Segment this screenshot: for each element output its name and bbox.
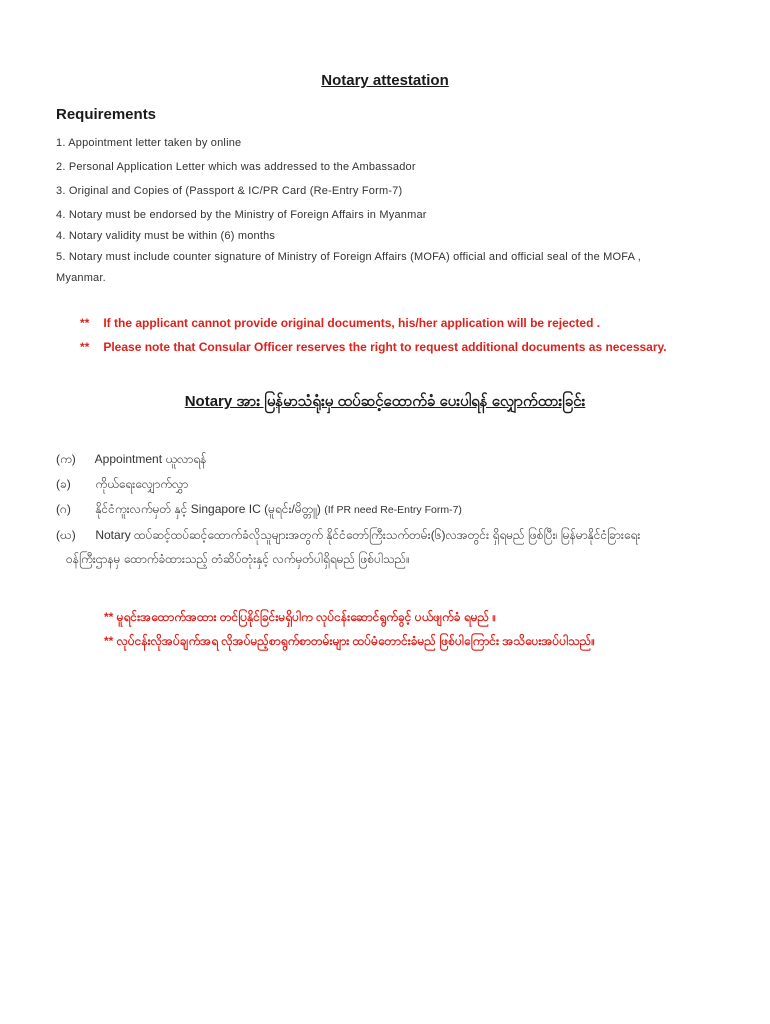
item-text: Notary ထပ်ဆင့်ထပ်ဆင့်ထောက်ခံလိုသူများအတွက် နိုင်ငံတော်ကြီးသက်တမ်း(၆)လအတွင်း ရှိရမည် ဖြစ်ပြီး၊ မြန်မာနိုင်ငံခြားရေး: [95, 528, 641, 542]
warning-note: [80, 315, 740, 331]
note-text: If the applicant cannot provide original documents, his/her application will be rejected .: [103, 316, 601, 330]
requirements-heading: Requirements: [56, 106, 157, 123]
requirements-list: [56, 136, 716, 286]
item-note: (If PR need Re-Entry Form-7): [324, 504, 462, 516]
warning-notes: [80, 315, 740, 355]
requirement-item: 1. Appointment letter taken by online: [56, 137, 242, 149]
item-marker: (က): [56, 452, 76, 466]
myanmar-warning-note: ** မူရင်းအထောက်အထား တင်ပြနိုင်ခြင်းမရှိပါက လုပ်ငန်းဆောင်ရွက်ခွင့် ပယ်ဖျက်ခံ ရမည် ။: [104, 610, 497, 624]
item-text: ကိုယ်ရေးလျှောက်လွှာ: [95, 477, 189, 491]
requirement-item: 3. Original and Copies of (Passport & IC/PR Card (Re-Entry Form-7): [56, 185, 403, 197]
myanmar-list-item: [56, 526, 746, 568]
warning-note: [80, 339, 740, 355]
myanmar-warning-note: ** လုပ်ငန်းလိုအပ်ချက်အရ လိုအပ်မည့်စာရွက်စာတမ်းများ ထပ်မံတောင်းခံမည် ဖြစ်ပါကြောင်း အသိပေးအပ်ပါသည်။: [104, 634, 595, 648]
requirement-item-text: 5. Notary must include counter signature of Ministry of Foreign Affairs (MOFA) official and official seal of the MOFA ,: [56, 251, 642, 263]
note-text: Please note that Consular Officer reserves the right to request additional documents as necessary.: [103, 340, 667, 354]
requirement-item: 4. Notary must be endorsed by the Ministry of Foreign Affairs in Myanmar: [56, 209, 427, 221]
item-text: နိုင်ငံကူးလက်မှတ် နှင့် Singapore IC (မူရင်း/မိတ္တူ): [95, 502, 321, 516]
note-marker: **: [80, 340, 90, 354]
myanmar-list-item: [56, 475, 746, 493]
item-marker: (ဂ): [56, 502, 71, 516]
item-continuation: ဝန်ကြီးဌာနမှ ထောက်ခံထားသည့် တံဆိပ်တုံးနှင့် လက်မှတ်ပါရှိရမည် ဖြစ်ပါသည်။: [66, 552, 410, 566]
myanmar-warning-notes: [104, 608, 764, 650]
myanmar-list-item: [56, 500, 746, 519]
requirement-item: 2. Personal Application Letter which was addressed to the Ambassador: [56, 161, 416, 173]
page-title: Notary attestation: [321, 72, 449, 89]
requirement-item-continuation: Myanmar.: [56, 272, 106, 284]
item-text: Appointment ယူလာရန်: [94, 452, 207, 466]
item-marker: (ဃ): [56, 528, 76, 542]
myanmar-section-title: Notary အား မြန်မာသံရုံးမှ ထပ်ဆင့်ထောက်ခံ ပေးပါရန် လျှောက်ထားခြင်း: [184, 393, 586, 410]
note-marker: **: [80, 316, 90, 330]
item-marker: (ခ): [56, 477, 71, 491]
requirement-item: [56, 250, 716, 286]
myanmar-list-item: [56, 450, 746, 468]
myanmar-requirements-list: [56, 450, 746, 568]
requirement-item: 4. Notary validity must be within (6) months: [56, 230, 276, 242]
